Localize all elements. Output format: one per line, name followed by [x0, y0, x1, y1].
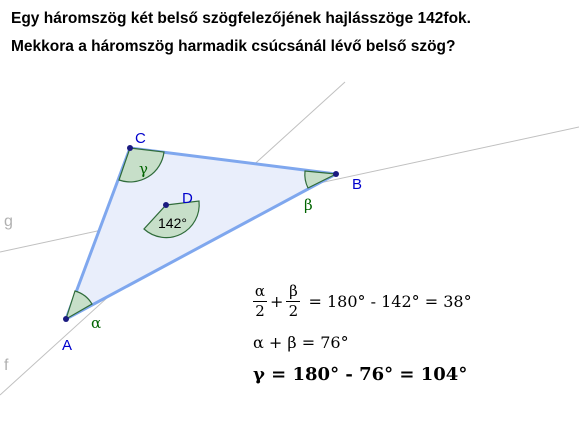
- fraction-beta-denominator: 2: [288, 301, 299, 320]
- label-d: D: [182, 190, 193, 207]
- point-b: [333, 171, 339, 177]
- fraction-alpha-numerator: α: [254, 282, 266, 300]
- label-a: A: [62, 337, 73, 354]
- equation-1: [253, 283, 475, 319]
- fraction-beta-numerator: β: [289, 282, 298, 300]
- fraction-alpha-half: [253, 283, 267, 319]
- label-c: C: [135, 130, 146, 147]
- label-d-angle: 142°: [158, 215, 187, 231]
- label-line-g: g: [4, 213, 13, 230]
- angle-beta-arc: [305, 171, 336, 188]
- point-a: [63, 316, 69, 322]
- question-line-1: Egy háromszög két belső szögfelezőjének hajlásszöge 142fok.: [11, 10, 471, 27]
- label-line-f: f: [4, 357, 9, 374]
- fraction-alpha-denominator: 2: [255, 301, 265, 320]
- label-gamma: γ: [139, 160, 148, 178]
- equation-1-rest: = 180° - 142° = 38°: [308, 291, 472, 311]
- fraction-beta-half: [286, 283, 300, 319]
- question-line-2: Mekkora a háromszög harmadik csúcsánál lévő belső szög?: [11, 38, 456, 55]
- point-c: [127, 145, 133, 151]
- label-beta: β: [304, 196, 313, 214]
- plus-sign: +: [270, 291, 284, 311]
- equation-2: α + β = 76°: [253, 333, 349, 352]
- label-alpha: α: [91, 314, 102, 332]
- label-b: B: [352, 176, 363, 193]
- equation-3: γ = 180° - 76° = 104°: [253, 364, 468, 385]
- point-d: [163, 202, 169, 208]
